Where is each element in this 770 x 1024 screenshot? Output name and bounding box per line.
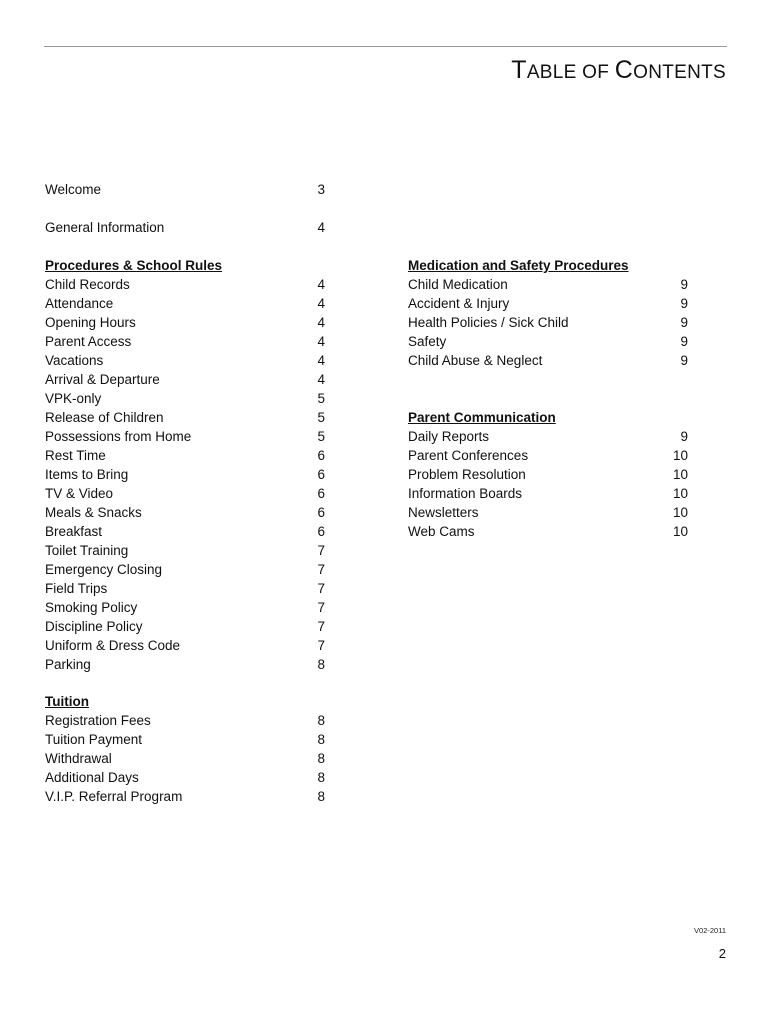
section-heading-label: Procedures & School Rules xyxy=(45,258,223,273)
page-title: TABLE OF CONTENTS xyxy=(511,56,726,84)
toc-entry-page: 10 xyxy=(672,505,688,520)
toc-entry xyxy=(45,730,325,749)
toc-entry-page: 7 xyxy=(317,581,325,596)
toc-entry xyxy=(45,484,325,503)
toc-entry-page: 10 xyxy=(672,448,688,463)
toc-entry-label: Uniform & Dress Code xyxy=(45,638,181,653)
toc-entry xyxy=(45,294,325,313)
toc-entry-page: 9 xyxy=(680,315,688,330)
toc-entry-page: 7 xyxy=(317,619,325,634)
toc-entry-label: Newsletters xyxy=(408,505,479,520)
toc-entry-page: 4 xyxy=(317,334,325,349)
toc-entry xyxy=(408,427,688,446)
toc-entry-page: 8 xyxy=(317,789,325,804)
section-heading xyxy=(45,256,325,275)
toc-entry-page: 10 xyxy=(672,467,688,482)
toc-entry xyxy=(408,465,688,484)
toc-entry-page: 10 xyxy=(672,524,688,539)
toc-entry-label: Opening Hours xyxy=(45,315,136,330)
toc-entry-page: 8 xyxy=(317,732,325,747)
toc-entry-page: 3 xyxy=(317,182,325,197)
section-heading-label: Parent Communication xyxy=(408,410,556,425)
toc-entry xyxy=(408,313,688,332)
toc-entry-label: Child Medication xyxy=(408,277,508,292)
toc-entry-label: Meals & Snacks xyxy=(45,505,142,520)
toc-entry-label: Discipline Policy xyxy=(45,619,143,634)
toc-entry-label: Attendance xyxy=(45,296,114,311)
toc-entry-label: Breakfast xyxy=(45,524,103,539)
toc-entry xyxy=(45,655,325,674)
toc-entry xyxy=(408,446,688,465)
toc-entry xyxy=(408,332,688,351)
page-number: 2 xyxy=(718,946,726,961)
toc-entry-label: Arrival & Departure xyxy=(45,372,160,387)
toc-entry xyxy=(45,370,325,389)
section-heading xyxy=(45,692,325,711)
toc-entry-label: Parent Access xyxy=(45,334,132,349)
toc-entry xyxy=(45,711,325,730)
toc-entry-page: 9 xyxy=(680,353,688,368)
toc-entry-page: 5 xyxy=(317,429,325,444)
toc-entry xyxy=(45,465,325,484)
section-heading xyxy=(408,408,688,427)
toc-entry-page: 6 xyxy=(317,524,325,539)
toc-entry xyxy=(45,768,325,787)
toc-entry-label: Parent Conferences xyxy=(408,448,529,463)
toc-entry-label: Toilet Training xyxy=(45,543,129,558)
section-heading-label: Medication and Safety Procedures xyxy=(408,258,629,273)
top-rule xyxy=(44,46,727,47)
toc-entry xyxy=(45,617,325,636)
toc-entry xyxy=(45,427,325,446)
toc-entry-page: 7 xyxy=(317,543,325,558)
toc-entry xyxy=(45,749,325,768)
toc-entry-label: Smoking Policy xyxy=(45,600,138,615)
toc-entry xyxy=(45,275,325,294)
toc-entry-label: Additional Days xyxy=(45,770,139,785)
toc-entry-label: TV & Video xyxy=(45,486,114,501)
toc-entry xyxy=(408,275,688,294)
toc-entry-label: VPK-only xyxy=(45,391,102,406)
toc-entry-page: 5 xyxy=(317,391,325,406)
section-heading-label: Tuition xyxy=(45,694,89,709)
toc-entry-label: Items to Bring xyxy=(45,467,129,482)
toc-entry-label: Field Trips xyxy=(45,581,108,596)
toc-entry-page: 4 xyxy=(317,353,325,368)
toc-entry-page: 6 xyxy=(317,467,325,482)
toc-entry-label: Withdrawal xyxy=(45,751,112,766)
toc-entry-page: 4 xyxy=(317,220,325,235)
toc-entry xyxy=(408,522,688,541)
toc-entry xyxy=(45,522,325,541)
toc-entry-page: 4 xyxy=(317,277,325,292)
toc-entry-page: 7 xyxy=(317,562,325,577)
toc-entry-page: 8 xyxy=(317,657,325,672)
toc-entry-label: Emergency Closing xyxy=(45,562,163,577)
toc-entry-page: 8 xyxy=(317,713,325,728)
toc-entry-page: 4 xyxy=(317,372,325,387)
toc-entry-label: Health Policies / Sick Child xyxy=(408,315,569,330)
toc-entry-page: 6 xyxy=(317,448,325,463)
section-heading xyxy=(408,256,688,275)
toc-entry xyxy=(408,351,688,370)
toc-entry xyxy=(45,560,325,579)
toc-entry-label: Registration Fees xyxy=(45,713,151,728)
toc-entry-label: General Information xyxy=(45,220,165,235)
toc-entry-page: 4 xyxy=(317,315,325,330)
toc-entry xyxy=(45,180,325,199)
toc-entry xyxy=(45,313,325,332)
version-label: V02-2011 xyxy=(694,926,726,935)
toc-entry xyxy=(45,218,325,237)
toc-entry-page: 8 xyxy=(317,751,325,766)
toc-entry-page: 5 xyxy=(317,410,325,425)
toc-entry-page: 6 xyxy=(317,505,325,520)
toc-entry-label: Possessions from Home xyxy=(45,429,192,444)
toc-entry xyxy=(45,332,325,351)
toc-entry-label: Information Boards xyxy=(408,486,523,501)
toc-entry xyxy=(408,484,688,503)
toc-entry xyxy=(45,636,325,655)
toc-entry-label: Release of Children xyxy=(45,410,164,425)
toc-entry-label: Vacations xyxy=(45,353,104,368)
toc-entry xyxy=(45,579,325,598)
toc-entry-label: Parking xyxy=(45,657,91,672)
toc-entry-label: Tuition Payment xyxy=(45,732,143,747)
toc-entry-label: Accident & Injury xyxy=(408,296,510,311)
toc-entry xyxy=(45,408,325,427)
toc-entry xyxy=(45,787,325,806)
toc-entry-label: Daily Reports xyxy=(408,429,490,444)
toc-entry xyxy=(45,389,325,408)
toc-entry-label: Web Cams xyxy=(408,524,475,539)
toc-entry-page: 7 xyxy=(317,638,325,653)
toc-entry-label: Problem Resolution xyxy=(408,467,526,482)
toc-entry-label: V.I.P. Referral Program xyxy=(45,789,183,804)
toc-entry-page: 8 xyxy=(317,770,325,785)
toc-entry-page: 7 xyxy=(317,600,325,615)
toc-entry xyxy=(408,294,688,313)
toc-entry-label: Child Abuse & Neglect xyxy=(408,353,543,368)
toc-entry-page: 6 xyxy=(317,486,325,501)
toc-entry xyxy=(408,503,688,522)
toc-entry-page: 4 xyxy=(317,296,325,311)
toc-entry-page: 9 xyxy=(680,277,688,292)
toc-entry-label: Welcome xyxy=(45,182,102,197)
toc-entry-page: 9 xyxy=(680,429,688,444)
toc-entry-label: Child Records xyxy=(45,277,130,292)
toc-entry xyxy=(45,351,325,370)
toc-entry xyxy=(45,598,325,617)
toc-entry xyxy=(45,446,325,465)
toc-entry xyxy=(45,541,325,560)
toc-entry-page: 9 xyxy=(680,334,688,349)
toc-entry-page: 9 xyxy=(680,296,688,311)
toc-entry-page: 10 xyxy=(672,486,688,501)
toc-entry xyxy=(45,503,325,522)
toc-entry-label: Safety xyxy=(408,334,447,349)
toc-entry-label: Rest Time xyxy=(45,448,106,463)
